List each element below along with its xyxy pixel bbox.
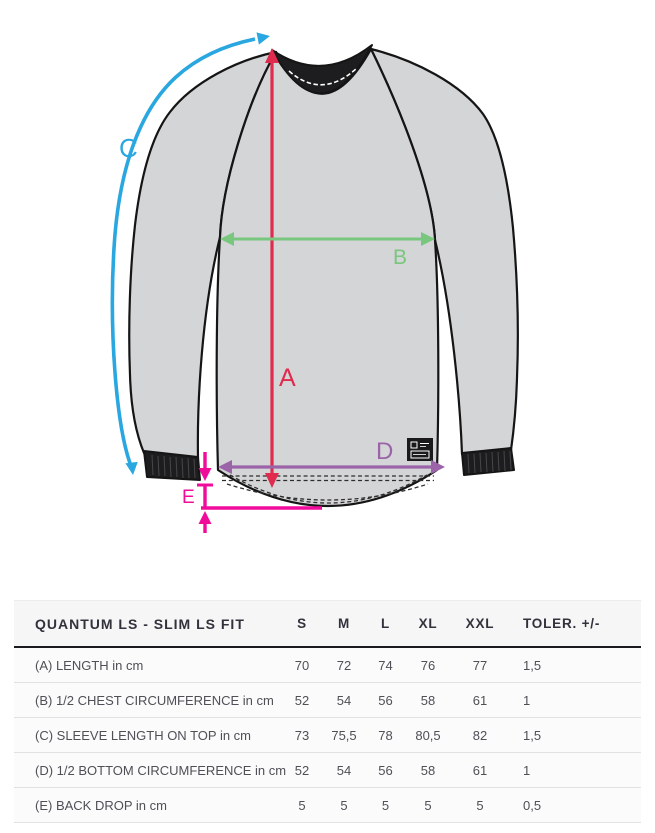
- table-row-bottom: [14, 753, 641, 788]
- cell-value: 76: [406, 647, 450, 683]
- cell-tolerance: 1,5: [510, 647, 641, 683]
- cell-value: 77: [450, 647, 510, 683]
- cell-value: 61: [450, 683, 510, 718]
- cell-value: 80,5: [406, 718, 450, 753]
- table-row-length: [14, 647, 641, 683]
- cell-value: 5: [450, 788, 510, 823]
- cell-value: 5: [406, 788, 450, 823]
- row-label: (C) SLEEVE LENGTH ON TOP in cm: [14, 718, 281, 753]
- arrowhead-top: [257, 32, 271, 44]
- cell-value: 61: [450, 753, 510, 788]
- cell-value: 78: [365, 718, 406, 753]
- table-row-backdrop: [14, 788, 641, 823]
- label-e: E: [182, 487, 195, 508]
- cell-value: 54: [323, 683, 365, 718]
- cell-value: 58: [406, 753, 450, 788]
- table-row-chest: [14, 683, 641, 718]
- cell-tolerance: 1,5: [510, 718, 641, 753]
- arrowhead-bottom: [125, 462, 137, 475]
- label-d: D: [376, 438, 394, 465]
- cell-value: 70: [281, 647, 323, 683]
- row-label: (E) BACK DROP in cm: [14, 788, 281, 823]
- row-label: (D) 1/2 BOTTOM CIRCUMFERENCE in cm: [14, 753, 281, 788]
- cell-value: 74: [365, 647, 406, 683]
- label-a: A: [279, 364, 296, 392]
- shirt-silhouette: [129, 49, 518, 506]
- arrowhead-up: [199, 511, 212, 524]
- column-header-s: S: [281, 601, 323, 648]
- table-row-sleeve: [14, 718, 641, 753]
- brand-tag: [407, 438, 433, 461]
- cell-value: 5: [323, 788, 365, 823]
- cell-value: 5: [365, 788, 406, 823]
- column-header-tolerance: TOLER. +/-: [510, 601, 641, 648]
- cell-value: 75,5: [323, 718, 365, 753]
- row-label: (A) LENGTH in cm: [14, 647, 281, 683]
- size-table-header-row: [14, 601, 641, 648]
- cell-value: 58: [406, 683, 450, 718]
- column-header-m: M: [323, 601, 365, 648]
- cell-tolerance: 1: [510, 753, 641, 788]
- size-table: [14, 600, 641, 823]
- cell-value: 73: [281, 718, 323, 753]
- row-label: (B) 1/2 CHEST CIRCUMFERENCE in cm: [14, 683, 281, 718]
- column-header-xxl: XXL: [450, 601, 510, 648]
- cell-value: 56: [365, 683, 406, 718]
- cell-value: 72: [323, 647, 365, 683]
- label-b: B: [393, 246, 408, 269]
- column-header-xl: XL: [406, 601, 450, 648]
- cell-value: 56: [365, 753, 406, 788]
- right-cuff: [462, 448, 514, 475]
- column-header-l: L: [365, 601, 406, 648]
- cell-tolerance: 1: [510, 683, 641, 718]
- cell-value: 5: [281, 788, 323, 823]
- cell-value: 52: [281, 753, 323, 788]
- cell-tolerance: 0,5: [510, 788, 641, 823]
- label-c: C: [119, 133, 138, 163]
- table-title: QUANTUM LS - SLIM LS FIT: [14, 601, 281, 648]
- cell-value: 52: [281, 683, 323, 718]
- cell-value: 82: [450, 718, 510, 753]
- cell-value: 54: [323, 753, 365, 788]
